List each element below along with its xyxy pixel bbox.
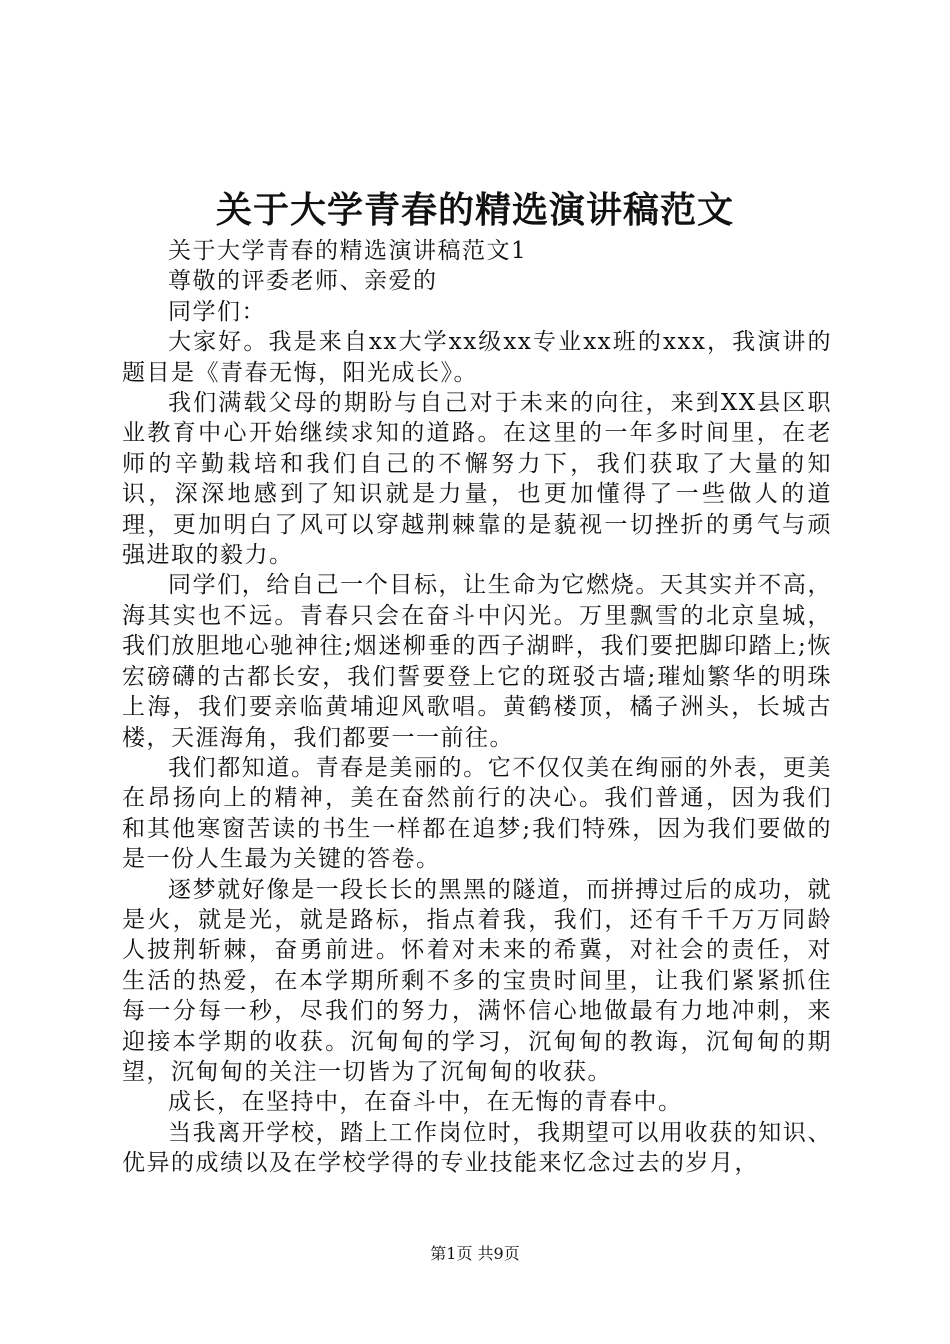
paragraph: 同学们：	[168, 298, 266, 325]
paragraph: 大家好。我是来自xx大学xx级xx专业xx班的xxx，我演讲的题目是《青春无悔，阳光成长》。	[122, 329, 832, 386]
document-body	[122, 236, 832, 1179]
paragraph: 逐梦就好像是一段长长的黑黑的隧道，而拼搏过后的成功，就是火，就是光，就是路标，指点着我，我们，还有千千万万同龄人披荆斩棘，奋勇前进。怀着对未来的希冀，对社会的责任，对生活的热爱，在本学期所剩不多的宝贵时间里，让我们紧紧抓住每一分每一秒，尽我们的努力，满怀信心地做最有力地冲刺，来迎接本学期的收获。沉甸甸的学习，沉甸甸的教诲，沉甸甸的期望，沉甸甸的关注一切皆为了沉甸甸的收获。	[122, 876, 832, 1085]
paragraph: 当我离开学校，踏上工作岗位时，我期望可以用收获的知识、优异的成绩以及在学校学得的专业技能来忆念过去的岁月，	[122, 1119, 832, 1177]
document-title: 关于大学青春的精选演讲稿范文	[215, 189, 734, 231]
paragraph: 成长，在坚持中，在奋斗中，在无悔的青春中。	[168, 1089, 683, 1116]
paragraph: 尊敬的评委老师、亲爱的	[168, 268, 438, 295]
paragraph: 我们都知道。青春是美丽的。它不仅仅美在绚丽的外表，更美在昂扬向上的精神，美在奋然前行的决心。我们普通，因为我们和其他寒窗苦读的书生一样都在追梦;我们特殊，因为我们要做的是一份人生最为关键的答卷。	[122, 754, 832, 873]
page-footer: 第1页 共9页	[430, 1244, 520, 1263]
paragraph: 我们满载父母的期盼与自己对于未来的向往，来到XX县区职业教育中心开始继续求知的道路。在这里的一年多时间里，在老师的辛勤栽培和我们自己的不懈努力下，我们获取了大量的知识，深深地感到了知识就是力量，也更加懂得了一些做人的道理，更加明白了风可以穿越荆棘靠的是藐视一切挫折的勇气与顽强进取的毅力。	[122, 390, 832, 569]
paragraph: 同学们，给自己一个目标，让生命为它燃烧。天其实并不高，海其实也不远。青春只会在奋斗中闪光。万里飘雪的北京皇城，我们放胆地心驰神往;烟迷柳垂的西子湖畔，我们要把脚印踏上;恢宏磅礴的古都长安，我们誓要登上它的斑驳古墙;璀灿繁华的明珠上海，我们要亲临黄埔迎风歌唱。黄鹤楼顶，橘子洲头，长城古楼，天涯海角，我们都要一一前往。	[122, 572, 832, 751]
paragraph: 关于大学青春的精选演讲稿范文1	[168, 238, 528, 264]
